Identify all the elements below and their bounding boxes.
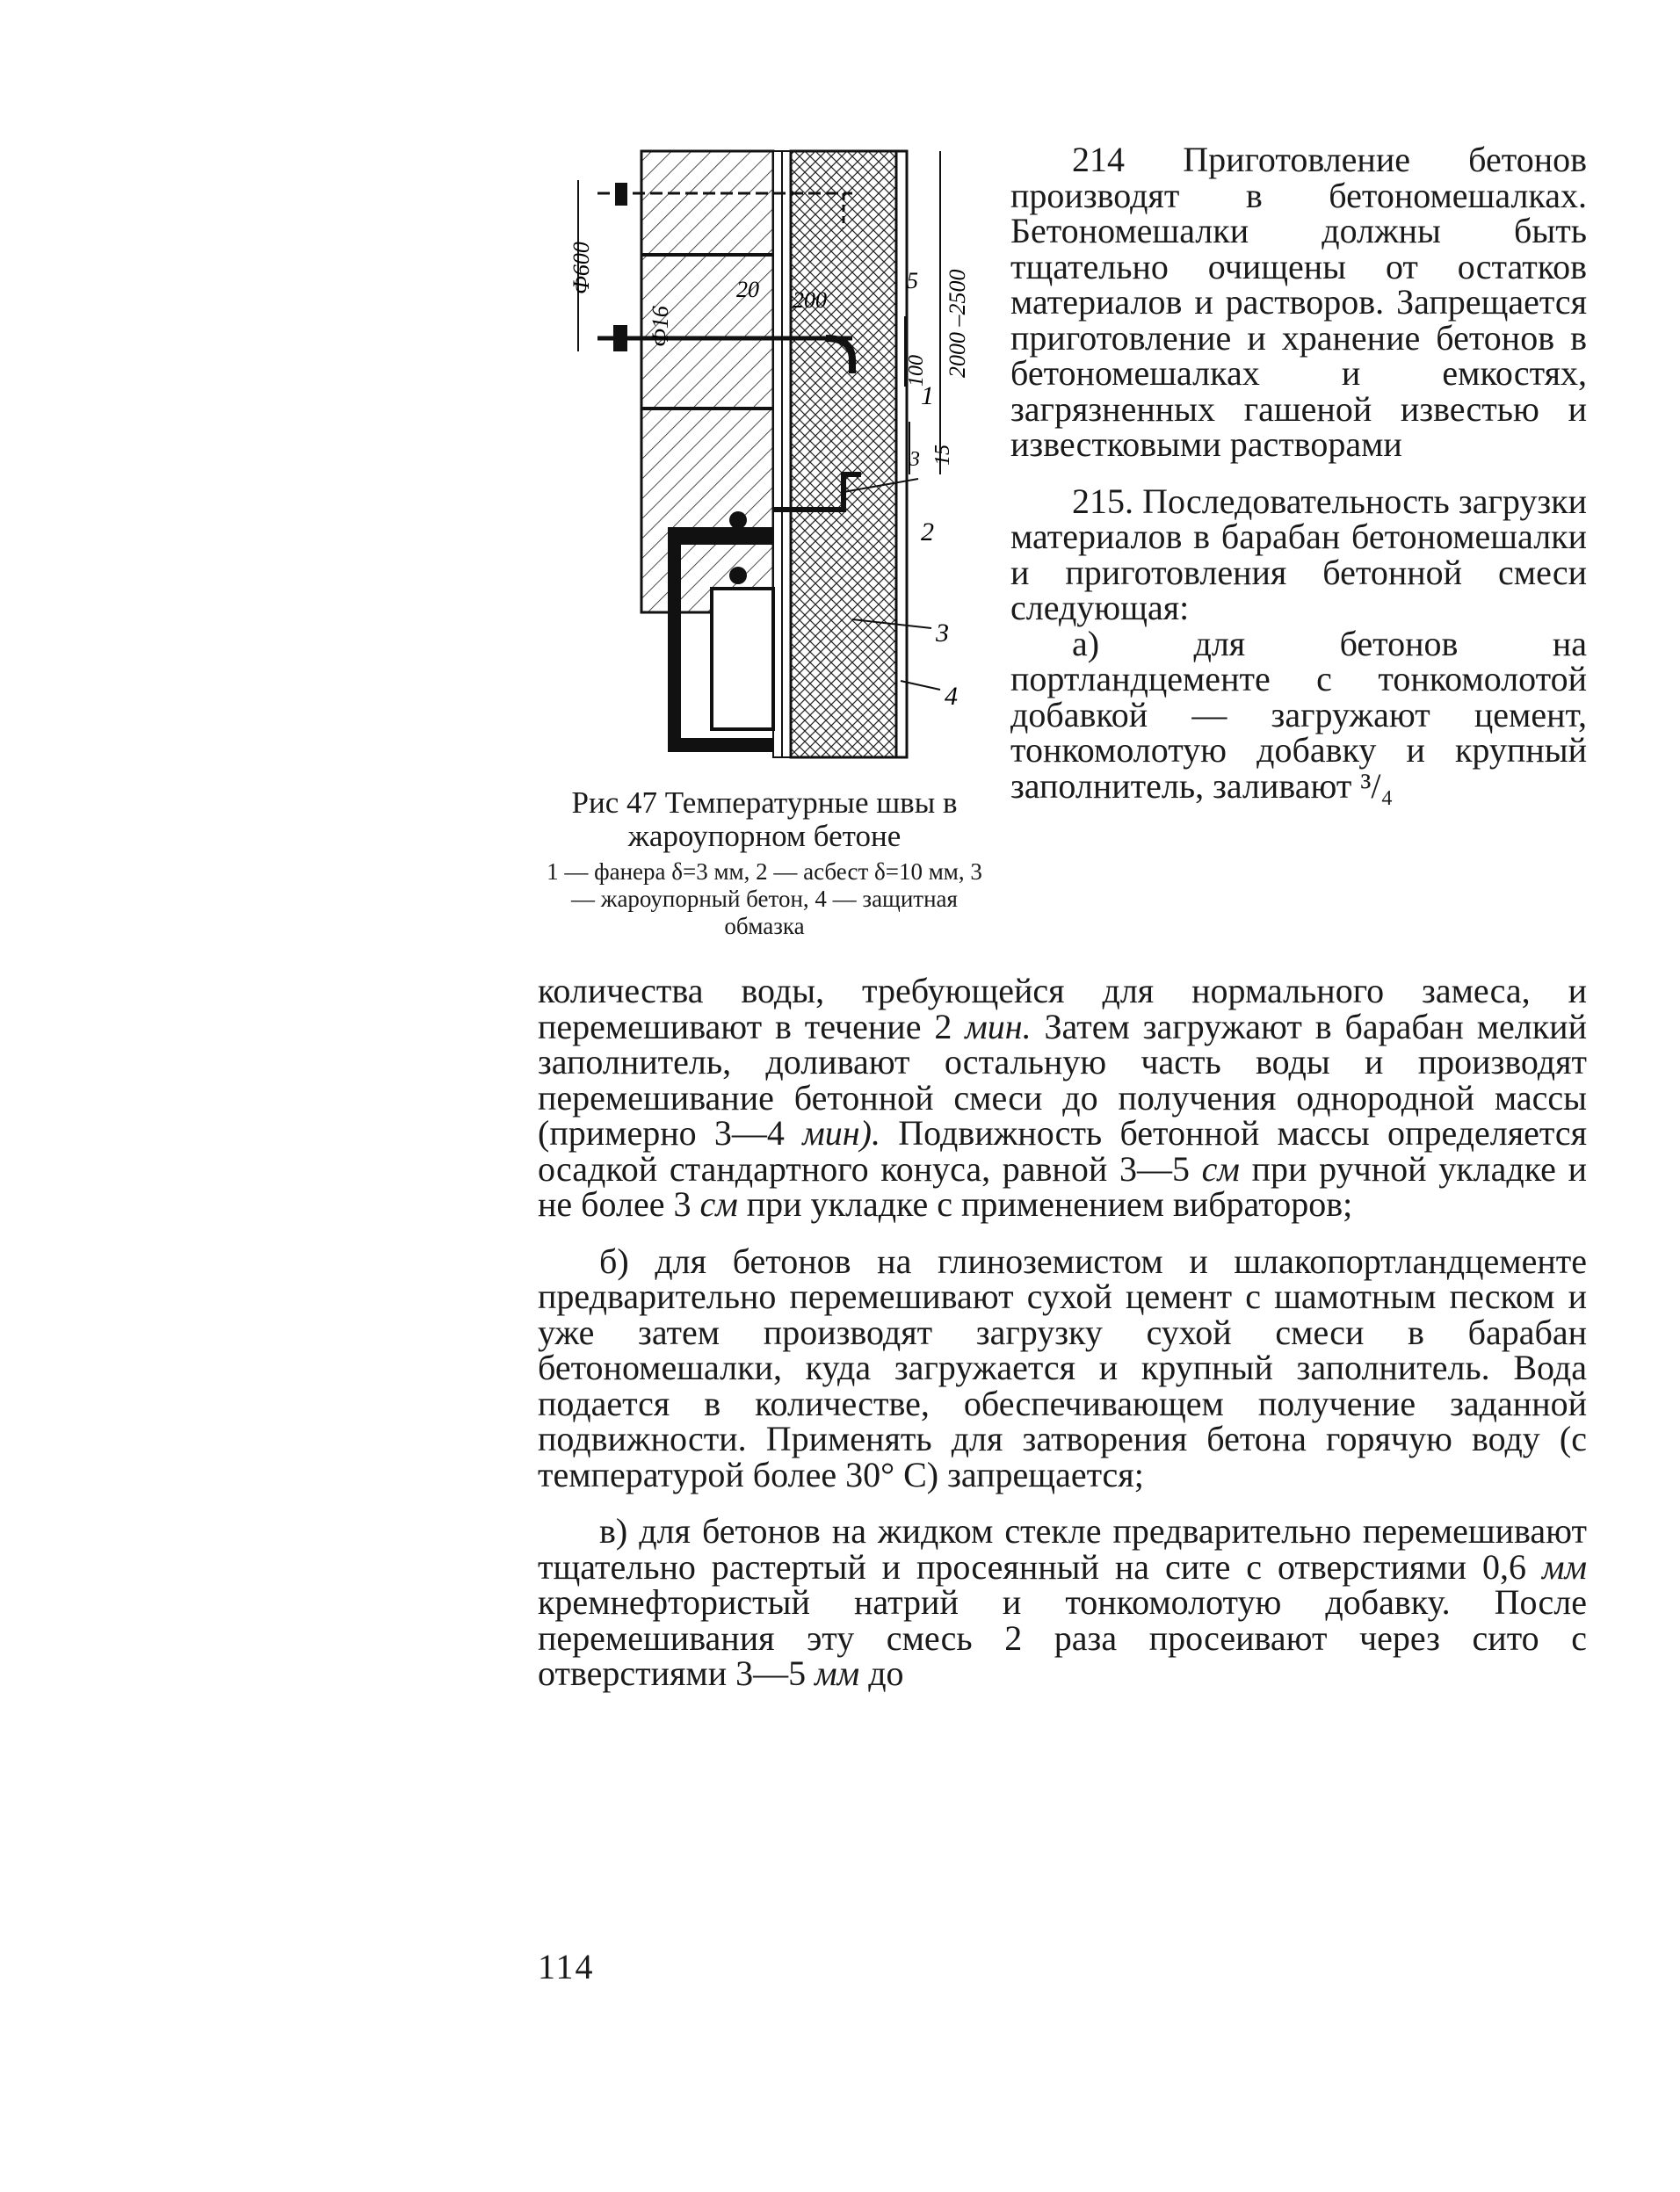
caption-legend: 1 — фанера δ=3 мм, 2 — асбест δ=10 мм, 3 — жароупорный бетон, 4 — защитная обмазка	[547, 858, 982, 939]
paragraph-214: 214 Приготовление бетонов производят в бетономешалках. Бетономешалки должны быть тщательно очищены от остатков материалов и растворов. Запрещается приготовление и хранение бетонов в бетономешалках и емкостях, загрязненных гашеной известью и известковыми растворами	[1010, 140, 1587, 464]
temperature-joint-diagram	[562, 141, 975, 773]
paragraph-b: б) для бетонов на глиноземистом и шлакопортландцементе предварительно перемешивают сухой цемент с шамотным песком и уже затем производят загрузку сухой смеси в барабан бетономешалки, куда загружается и крупный заполнитель. Вода подается в количестве, обеспечивающем получение заданной подвижности. Применять для затворения бетона горячую воду (с температурой более 30° С) запрещается;	[538, 1241, 1587, 1494]
dim-15: 15	[931, 445, 954, 466]
dim-20: 20	[736, 277, 759, 302]
dim-100: 100	[905, 355, 928, 387]
dim-2000-2500: 2000 –2500	[945, 269, 970, 378]
page-number: 114	[538, 1947, 595, 1986]
figure-caption	[536, 786, 993, 940]
dim-5: 5	[907, 268, 918, 293]
right-column-text	[1010, 142, 1587, 804]
callout-1: 1	[921, 381, 934, 410]
protective-coating	[896, 151, 907, 757]
figure-47-drawing	[562, 141, 975, 773]
caption-title	[536, 786, 993, 853]
callout-2: 2	[921, 517, 934, 546]
dim-200: 200	[793, 287, 827, 313]
figure-title: Температурные швы в жароупорном бетоне	[627, 785, 958, 853]
dim-600: Ф600	[568, 242, 594, 294]
callout-3: 3	[936, 619, 949, 647]
paragraph-v: в) для бетонов на жидком стекле предварительно перемешивают тщательно растертый и просеянный на сите с отверстиями 0,6 мм кремнефтористый натрий и тонкомолотую добавку. После перемешивания эту смесь 2 раза просеивают через сито с отверстиями 3—5 мм до	[538, 1511, 1587, 1693]
refractory-concrete	[791, 151, 896, 757]
full-width-text	[538, 973, 1587, 1692]
paragraph-a-continued: количества воды, требующейся для нормального замеса, и перемешивают в течение 2 мин. Затем загружают в барабан мелкий заполнитель, доливают остальную часть воды и производят перемешивание бетонной смеси до получения однородной массы (примерно 3—4 мин). Подвижность бетонной массы определяется осадкой стандартного конуса, равной 3—5 см при ручной укладке и не более 3 см при укладке с применением вибраторов;	[538, 971, 1588, 1224]
callout-4: 4	[945, 682, 958, 711]
dim-16: Ф16	[648, 306, 673, 347]
figure-number: Рис 47	[571, 785, 657, 820]
paragraph-215: 215. Последовательность загрузки материалов в барабан бетономешалки и приготовления бетонной смеси следующая:	[1010, 481, 1587, 627]
paragraph-a-start: а) для бетонов на портландцементе с тонкомолотой добавкой — загружают цемент, тонкомолотую добавку и крупный заполнитель, заливают ³/₄	[1010, 623, 1587, 806]
dim-3: 3	[909, 448, 920, 471]
